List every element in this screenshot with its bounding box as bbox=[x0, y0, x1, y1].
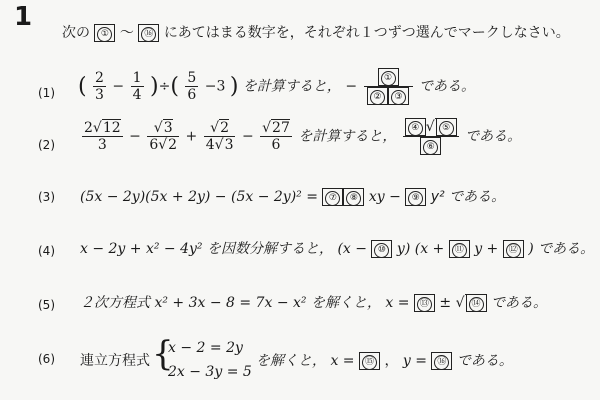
problem-6-answer: を解くと， x = ⑮ ， y = ⑯ である。 bbox=[256, 353, 513, 369]
answer-box-first: ① bbox=[94, 24, 115, 42]
instruction-post: にあてはまる数字を，それぞれ１つずつ選んでマークしなさい。 bbox=[163, 25, 570, 41]
problem-6-label: (6) bbox=[38, 352, 55, 366]
problem-4-label: (4) bbox=[38, 244, 55, 258]
problem-6-eq2: 2x − 3y = 5 bbox=[168, 364, 252, 380]
problem-5-expression: ２次方程式 x² + 3x − 8 = 7x − x² を解くと， x = ⑬ ± √ ⑭ である。 bbox=[80, 295, 547, 311]
instruction-tilde: ～ bbox=[119, 25, 134, 41]
problem-2-expression: $\frac{2√12}{3}$ − $\frac{√3}{6√2}$ + $\frac{√2}{4√3}$ − $\frac{√27}{6}$ を計算すると， $\frac{\text{④ √ ⑤}}{\text{⑥}}$ である。 bbox=[84, 119, 522, 153]
problem-3-expression: (5x − 2y)(5x + 2y) − (5x − 2y)² = ⑦ ⑧ xy − ⑨ y² である。 bbox=[80, 189, 506, 205]
problem-2-label: (2) bbox=[38, 138, 55, 152]
answer-box-last: ⑯ bbox=[138, 24, 159, 42]
instruction bbox=[62, 22, 570, 42]
problem-6-eq1: x − 2 = 2y bbox=[168, 340, 243, 356]
problem-1-label: (1) bbox=[38, 86, 55, 100]
question-number: 1 bbox=[14, 2, 33, 32]
instruction-pre: 次の bbox=[62, 25, 90, 41]
problem-5-label: (5) bbox=[38, 298, 55, 312]
problem-2-answer: $\frac{\text{④ √ ⑤}}{\text{⑥}}$ bbox=[403, 118, 459, 155]
system-brace: { bbox=[152, 334, 174, 374]
problem-3-label: (3) bbox=[38, 190, 55, 204]
problem-6-lead: 連立方程式 bbox=[80, 353, 150, 369]
problem-1-expression: ( $\frac{2}{3}$ − $\frac{1}{4}$ )÷( $\frac{5}{6}$ −3 ) を計算すると， − $\frac{\text{①}}{\text{② ③}}$ である。 bbox=[78, 70, 475, 103]
problem-1-answer: $\frac{\text{①}}{\text{② ③}}$ bbox=[364, 68, 413, 105]
problem-4-expression: x − 2y + x² − 4y² を因数分解すると， (x − ⑩ y) (x + ⑪ y + ⑫ ) である。 bbox=[80, 241, 595, 257]
